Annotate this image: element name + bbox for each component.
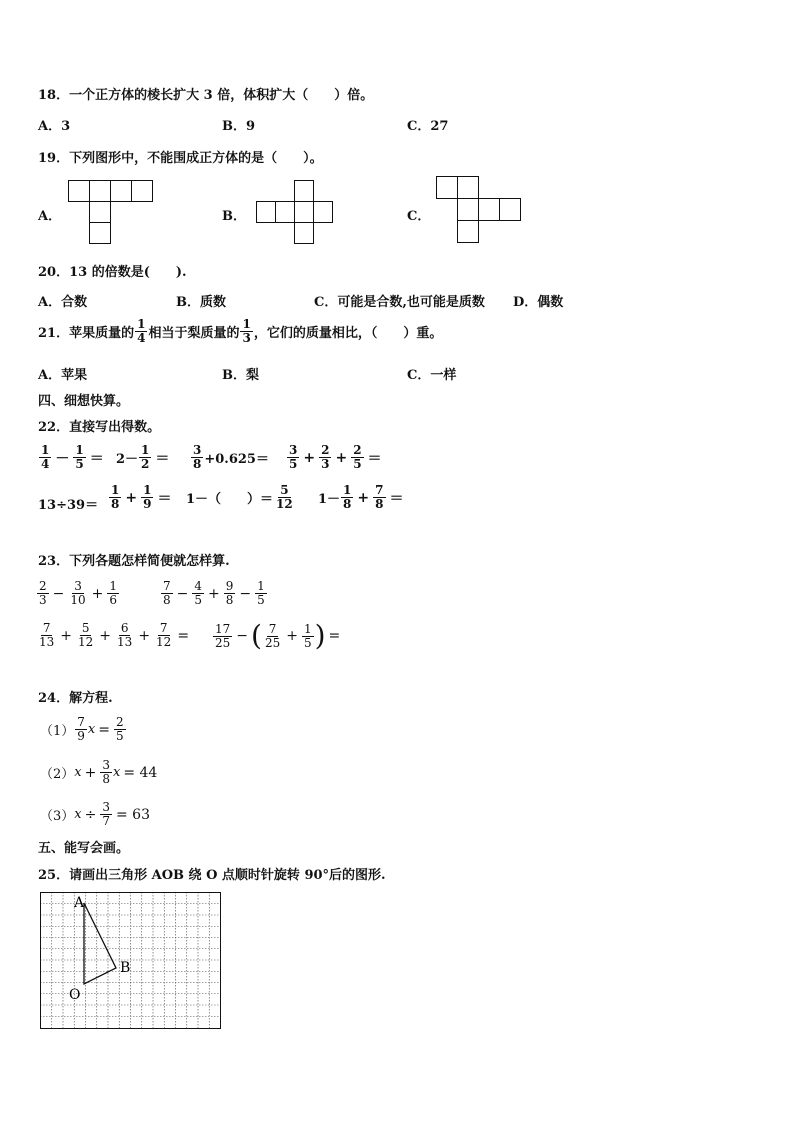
q23-expr-4: $\frac{17}{25}$ − ( $\frac{7}{25}$ + $\frac{1}{5}$ ) = [215, 619, 341, 652]
q21-option-b: B．梨 [222, 368, 259, 383]
q21-text-3: ，它们的质量相比，（ ）重。 [253, 326, 443, 341]
q21-stem [38, 318, 442, 345]
q22-expr-1: $\frac{1}{4}$ － $\frac{1}{5}$ ＝ [41, 443, 104, 471]
q21-option-a: A．苹果 [38, 368, 88, 383]
label-a: A [74, 895, 85, 911]
section-5-heading: 五、能写会画。 [38, 841, 130, 856]
q22-expr-4: $\frac{3}{5}$ + $\frac{2}{3}$ + $\frac{2}{5}$ ＝ [289, 443, 382, 471]
q20-option-c: C．可能是合数,也可能是质数 [314, 295, 485, 310]
cube-net-a [68, 180, 158, 246]
q18-option-b: B．9 [222, 119, 256, 134]
fraction: $\frac{1}{4}$ [137, 317, 146, 345]
q20-stem: 20．13 的倍数是( ). [38, 265, 187, 280]
q19-option-c: C． [407, 209, 431, 224]
q22-expr-3: $\frac{3}{8}$ +0.625＝ [193, 443, 269, 471]
q24-equation-1: （1） $\frac{7}{9}$ x = $\frac{2}{5}$ [40, 715, 124, 743]
rotation-grid [40, 892, 222, 1030]
q23-expr-3: $\frac{7}{13}$ + $\frac{5}{12}$ + $\frac{6}{13}$ + $\frac{7}{12}$ = [39, 621, 190, 649]
q25-stem: 25．请画出三角形 AOB 绕 O 点顺时针旋转 90°后的图形. [38, 868, 386, 883]
q23-stem: 23．下列各题怎样简便就怎样算. [38, 554, 230, 569]
fraction: $\frac{1}{3}$ [242, 317, 251, 345]
q22-expr-5: 13÷39＝ [38, 498, 99, 513]
cube-net-c [436, 176, 526, 246]
q21-option-c: C．一样 [407, 368, 457, 383]
label-o: O [69, 987, 81, 1003]
q20-option-b: B．质数 [176, 295, 226, 310]
q22-expr-2: 2－ $\frac{1}{2}$ ＝ [116, 443, 170, 471]
q21-text-1: 21．苹果质量的 [38, 326, 135, 341]
q21-text-2: 相当于梨质量的 [148, 326, 240, 341]
section-4-heading: 四、细想快算。 [38, 394, 130, 409]
q23-expr-2: $\frac{7}{8}$ − $\frac{4}{5}$ + $\frac{9}{8}$ − $\frac{1}{5}$ [163, 579, 265, 607]
cube-net-b [256, 180, 336, 246]
q22-expr-8: 1－ $\frac{1}{8}$ + $\frac{7}{8}$ ＝ [318, 483, 404, 511]
q18-option-a: A．3 [38, 119, 71, 134]
q18-stem: 18．一个正方体的棱长扩大 3 倍，体积扩大（ ）倍。 [38, 88, 374, 103]
q22-expr-6: $\frac{1}{8}$ + $\frac{1}{9}$ ＝ [111, 483, 172, 511]
q23-expr-1: $\frac{2}{3}$ − $\frac{3}{10}$ + $\frac{1}{6}$ [39, 579, 118, 607]
label-b: B [120, 960, 131, 976]
q22-stem: 22．直接写出得数。 [38, 420, 161, 435]
q24-equation-3: （3） x ÷ $\frac{3}{7}$ = 63 [40, 800, 150, 828]
q20-option-a: A．合数 [38, 295, 88, 310]
q24-equation-2: （2） x + $\frac{3}{8}$ x = 44 [40, 758, 158, 786]
q19-option-a: A． [38, 209, 62, 224]
q18-option-c: C．27 [407, 119, 449, 134]
q20-option-d: D．偶数 [513, 295, 564, 310]
q19-option-b: B． [222, 209, 246, 224]
q19-stem: 19．下列图形中，不能围成正方体的是（ ）。 [38, 151, 323, 166]
q22-expr-7: 1－（ ）＝ $\frac{5}{12}$ [186, 483, 293, 511]
q24-stem: 24．解方程. [38, 691, 113, 706]
